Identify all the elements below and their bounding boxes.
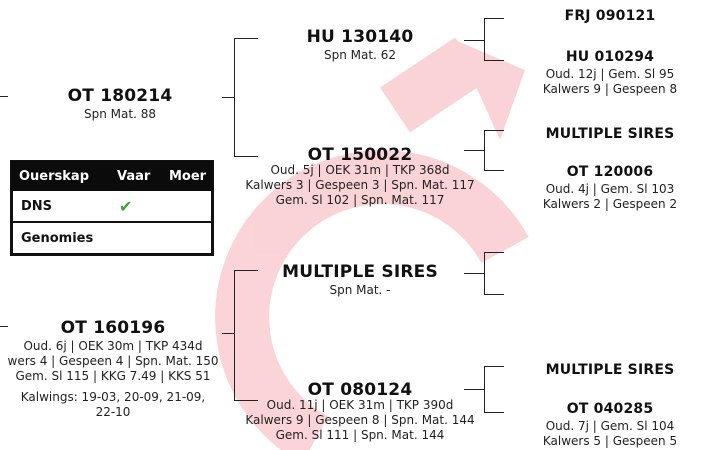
ancestor-detail: Kalwers 9 | Gespeen 8 | Spn. Mat. 144 [245,413,475,428]
ancestor-node-mgd[interactable] [230,380,490,443]
parentage-table [10,160,214,256]
ancestor-detail: Spn Mat. 88 [84,107,156,122]
ancestor-detail: Oud. 4j | Gem. Sl 103 [545,181,675,196]
ancestor-detail: Oud. 5j | OEK 31m | TKP 368d [270,163,450,178]
ancestor-node-pgs[interactable] [260,27,460,63]
ancestor-detail: 22-10 [95,405,131,420]
ancestor-name: OT 180214 [67,86,173,106]
table-row [13,191,211,221]
row-label: Genomies [21,230,94,246]
header-vaar: Vaar [117,168,151,184]
ancestor-detail: Oud. 6j | OEK 30m | TKP 434d [23,339,203,354]
ancestor-detail: Gem. Sl 102 | Spn. Mat. 117 [275,193,445,208]
ancestor-node-r2[interactable] [512,49,708,97]
ancestor-name: MULTIPLE SIRES [282,262,438,282]
row-label: DNS [21,198,53,214]
ancestor-name: MULTIPLE SIRES [545,362,675,378]
header-ouerskap: Ouerskap [19,168,89,184]
ancestor-name: HU 010294 [565,49,655,65]
ancestor-node-r3[interactable] [512,126,708,144]
ancestor-node-r7[interactable] [512,362,708,380]
ancestor-name: HU 130140 [306,27,414,47]
ancestor-detail: Gem. Sl 115 | KKG 7.49 | KKS 51 [15,369,211,384]
ancestor-detail: Kalwers 9 | Gespeen 8 [542,81,678,96]
ancestor-detail: Gem. Sl 111 | Spn. Mat. 144 [275,428,445,443]
ancestor-name: OT 040285 [566,401,654,417]
ancestor-detail: Spn Mat. - [329,283,391,298]
parentage-table-header [11,161,213,191]
ancestor-detail: Kalwers 2 | Gespeen 2 [542,196,678,211]
ancestor-node-mgs[interactable] [260,262,460,298]
ancestor-node-r4[interactable] [512,164,708,212]
ancestor-detail: Oud. 12j | Gem. Sl 95 [545,66,675,81]
ancestor-name: OT 160196 [60,318,166,338]
ancestor-name: MULTIPLE SIRES [545,126,675,142]
ancestor-detail: wers 4 | Gespeen 4 | Spn. Mat. 150 [7,354,219,369]
ancestor-detail: Oud. 7j | Gem. Sl 104 [545,418,675,433]
ancestor-detail: Kalwers 5 | Gespeen 5 [542,433,678,448]
header-moer: Moer [169,168,207,184]
ancestor-detail: Oud. 11j | OEK 31m | TKP 390d [266,398,454,413]
ancestor-name: FRJ 090121 [564,8,656,24]
table-row [13,221,211,253]
ancestor-node-sire[interactable] [30,86,210,122]
ancestor-detail: Kalwers 3 | Gespeen 3 | Spn. Mat. 117 [245,178,475,193]
check-icon: ✔ [119,196,133,216]
ancestor-node-r1[interactable] [512,8,708,26]
ancestor-node-r8[interactable] [512,401,708,450]
ancestor-detail: Kalwings: 19-03, 20-09, 21-09, [20,390,206,405]
ancestor-name: OT 120006 [566,164,654,180]
ancestor-node-pgd[interactable] [230,145,490,208]
ancestor-name: OT 150022 [307,145,413,165]
ancestor-name: OT 080124 [307,380,413,400]
ancestor-node-dam[interactable] [0,318,238,420]
ancestor-detail: Spn Mat. 62 [324,48,396,63]
